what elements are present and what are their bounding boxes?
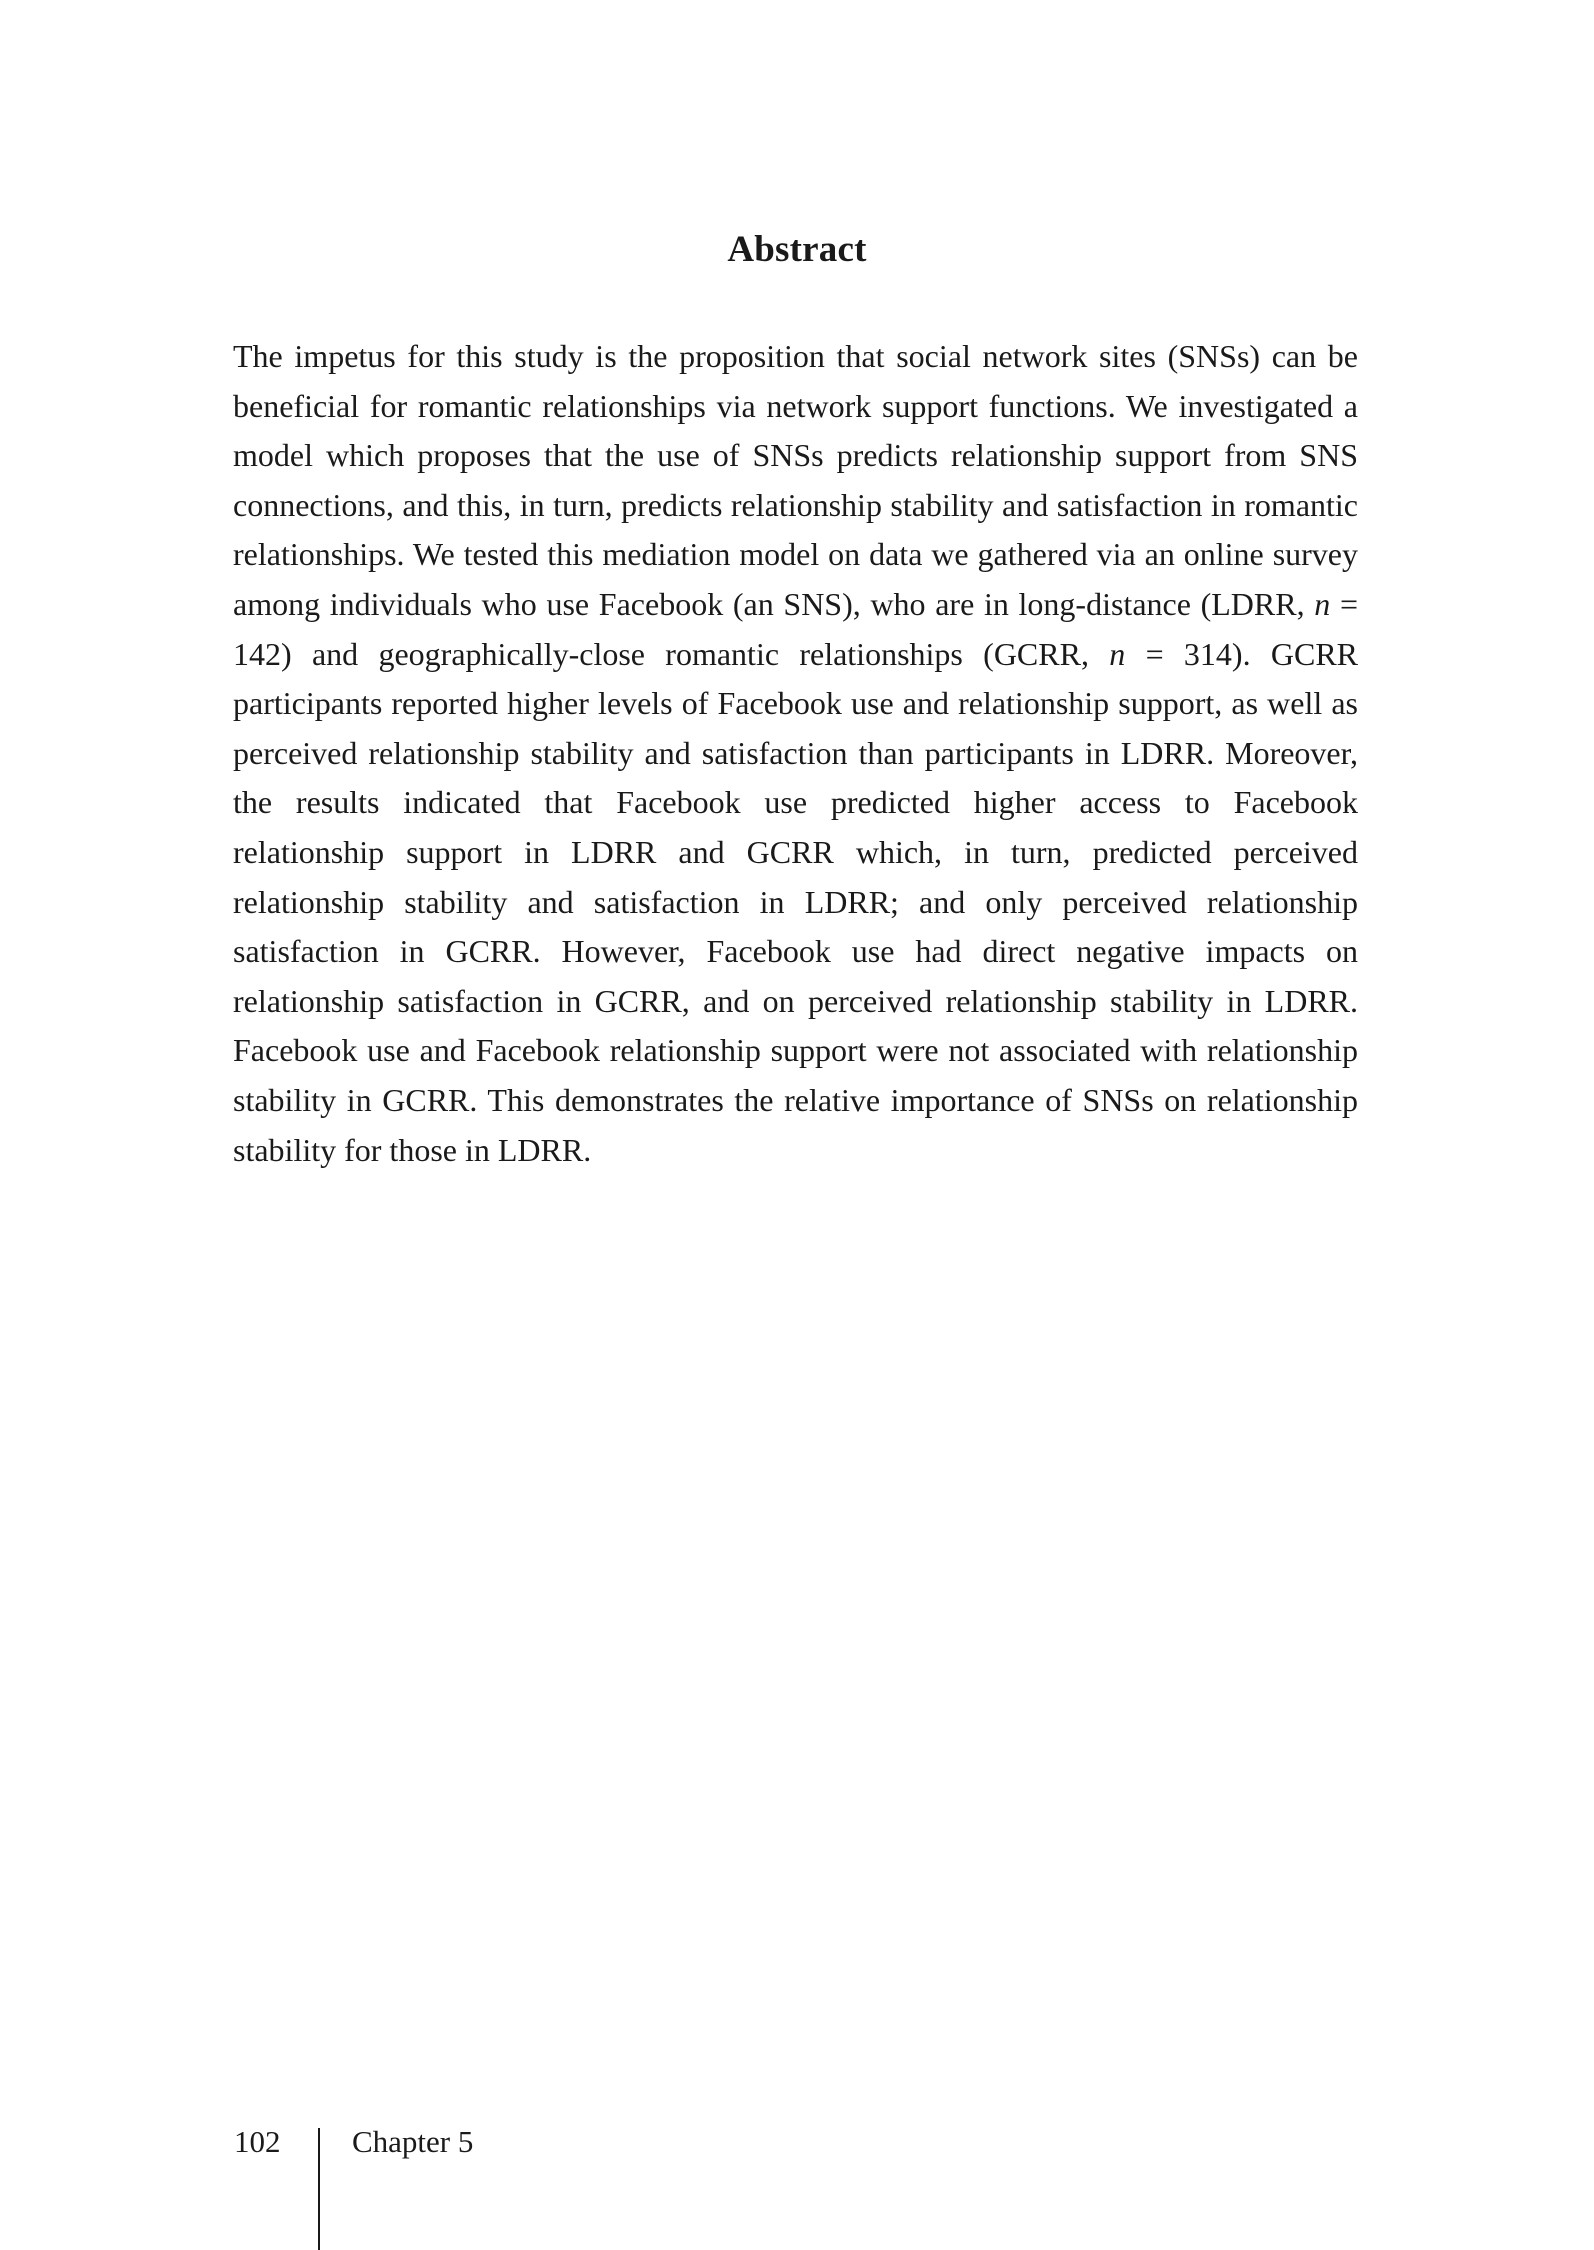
footer-divider xyxy=(318,2128,320,2250)
chapter-label: Chapter 5 xyxy=(352,2124,474,2159)
abstract-text-part-2: = 142) and geographically-close romantic relationships (GCRR, xyxy=(233,585,1359,672)
sample-size-symbol: n xyxy=(1109,635,1126,672)
abstract-text-part-1: The impetus for this study is the proposition that social network sites (SNSs) can be beneficial for romantic relationships via network support functions. We investigated a model which proposes that the use of SNSs predicts relationship support from SNS connections, and this, in turn, predicts relationship stability and satisfaction in romantic relationships. We tested this mediation model on data we gathered via an online survey among individuals who use Facebook (an SNS), who are in long-distance (LDRR, xyxy=(233,338,1358,622)
page-number: 102 xyxy=(234,2124,281,2159)
sample-size-symbol: n xyxy=(1314,585,1331,622)
abstract-heading: Abstract xyxy=(727,229,867,270)
abstract-text-part-3: = 314). GCRR participants reported higher levels of Facebook use and relationship support, as well as perceived relationship stability and satisfaction than participants in LDRR. Moreover, the results indicated that Facebook use predicted higher access to Facebook relationship support in LDRR and GCRR which, in turn, predicted perceived relationship stability and satisfaction in LDRR; and only perceived relationship satisfaction in GCRR. However, Facebook use had direct negative impacts on relationship satisfaction in GCRR, and on perceived relationship stability in LDRR. Facebook use and Facebook relationship support were not associated with relationship stability in GCRR. This demonstrates the relative importance of SNSs on relationship stability for those in LDRR. xyxy=(233,635,1359,1168)
abstract-body xyxy=(233,332,1358,1175)
